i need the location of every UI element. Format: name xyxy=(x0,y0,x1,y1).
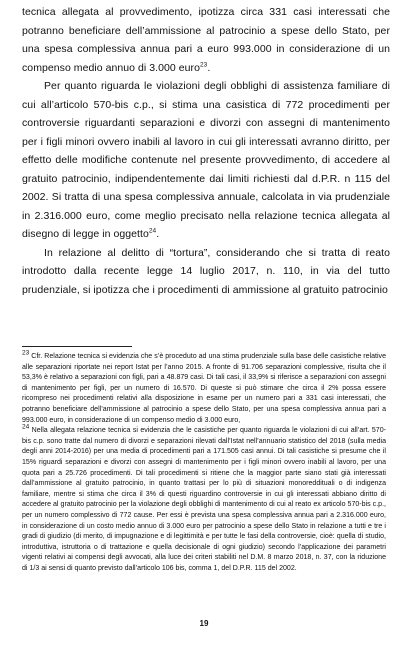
paragraph-3 xyxy=(22,244,390,300)
footnote-23-mark: 23 xyxy=(22,349,30,357)
footnote-24-mark: 24 xyxy=(22,423,30,431)
footnote-24-text: Nella allegata relazione tecnica si evidenzia che le casistiche per quanto riguarda le violazioni di cui all’art. 570-bis c.p. sono tratte dal numero di divorzi e separazioni rilevati dall’Istat nell’annuario statistico del 2018 (sulla media degli anni 2014-2016) per una media di procedimenti pari a 171.505 casi annui. Di tali casistiche si presume che il 15% riguardi separazioni e divorzi con assegni di mantenimento per i figli minori ovvero inabili al lavoro, per una quota pari a 25.726 procedimenti. Di tali procedimenti si ritiene che la maggior parte siano stati già interessati dall’ammissione al gratuito patrocinio, in quanto trattasi per lo più di situazioni monoreddituali o di indigenza familiare, mentre si stima che circa il 3% di questi riguardino controversie in cui gli interessati abbiano diritto di accedere al gratuito patrocinio per la violazione degli obblighi di mantenimento di cui al reato ex articolo 570-bis c.p., per un numero complessivo di 772 cause. Per essi è prevista una spesa complessiva annua pari a 2.316.000 euro, in considerazione di un costo medio annuo di 3.000 euro per patrocinio a spese dello Stato in relazione a tutti e tre i gradi di giudizio (di merito, di impugnazione e di legittimità e per tutte le fasi della controversie, cioè: quella di studio, introduttiva, istruttoria o di trattazione e quella decisionale di ogni giudizio) secondo l’applicazione dei parametri vigenti relativi ai compensi degli avvocati, alla luce dei criteri stabiliti nel D.M. 8 marzo 2018, n. 37, con la riduzione di 1/3 ai sensi di quanto previsto dall’articolo 106 bis, comma 1, del D.P.R. 115 del 2002. xyxy=(22,427,386,572)
paragraph-3-text: In relazione al delitto di “tortura”, considerando che si tratta di reato introdotto dalla recente legge 14 luglio 2017, n. 110, in via del tutto prudenziale, si ipotizza che i procedimenti di ammissione al gratuito patrocinio xyxy=(22,246,390,296)
footnote-24 xyxy=(22,423,386,574)
footnotes xyxy=(22,349,386,574)
paragraph-2-text: Per quanto riguarda le violazioni degli obblighi di assistenza familiare di cui all’articolo 570-bis c.p., si stima una casistica di 772 procedimenti per controversie riguardanti separazioni e divorzi con assegni di mantenimento per i figli minori ovvero inabili al lavoro in cui gli interessati avranno diritto, per effetto delle modifiche contenute nel presente provvedimento, di accedere al gratuito patrocinio, indipendentemente dai limiti richiesti dal d.P.R. n 115 del 2002. Si tratta di una spesa complessiva annuale, calcolata in via prudenziale in 2.316.000 euro, come meglio precisato nella relazione tecnica allegata al disegno di legge in oggetto xyxy=(22,80,390,240)
footnote-separator xyxy=(22,346,132,347)
paragraph-1 xyxy=(22,3,390,77)
paragraph-1-text: tecnica allegata al provvedimento, ipotizza circa 331 casi interessati che potranno beneficiare dell’ammissione al patrocinio a spese dello Stato, per una spesa complessiva annua pari a euro 993.000 in considerazione di un compenso medio annuo di 3.000 euro xyxy=(22,6,390,74)
footnote-ref-23[interactable]: 23 xyxy=(200,61,208,68)
paragraph-2 xyxy=(22,77,390,244)
footnote-23-text: Cfr. Relazione tecnica si evidenzia che s’è proceduto ad una stima prudenziale sulla base delle casistiche relative alle separazioni riportate nei report Istat per l’anno 2015. A fronte di 91.706 separazioni complessive, risulta che il 53,3% è relativo a separazioni con figli, pari a 48.879 casi. Di tali casi, il 33,9% si riferisce a separazioni con assegni di mantenimento per figli, per un numero di 16.570. Di queste si può stimare che circa il 2% possa essere ricompreso nei procedimenti relativi alla disposizione in esame per un numero pari a 331 casi interessati, che potranno beneficiare dell’ammissione al patrocinio a spese dello Stato, per una spesa complessiva annua pari a 993.000 euro, in considerazione di un compenso medio di 3.000 euro, xyxy=(22,353,386,424)
paragraph-2-end: . xyxy=(156,228,160,240)
footnote-23 xyxy=(22,349,386,426)
paragraph-1-end: . xyxy=(207,61,211,74)
footnote-ref-24[interactable]: 24 xyxy=(148,227,157,235)
body-text xyxy=(22,3,390,299)
page-number: 19 xyxy=(199,619,209,628)
